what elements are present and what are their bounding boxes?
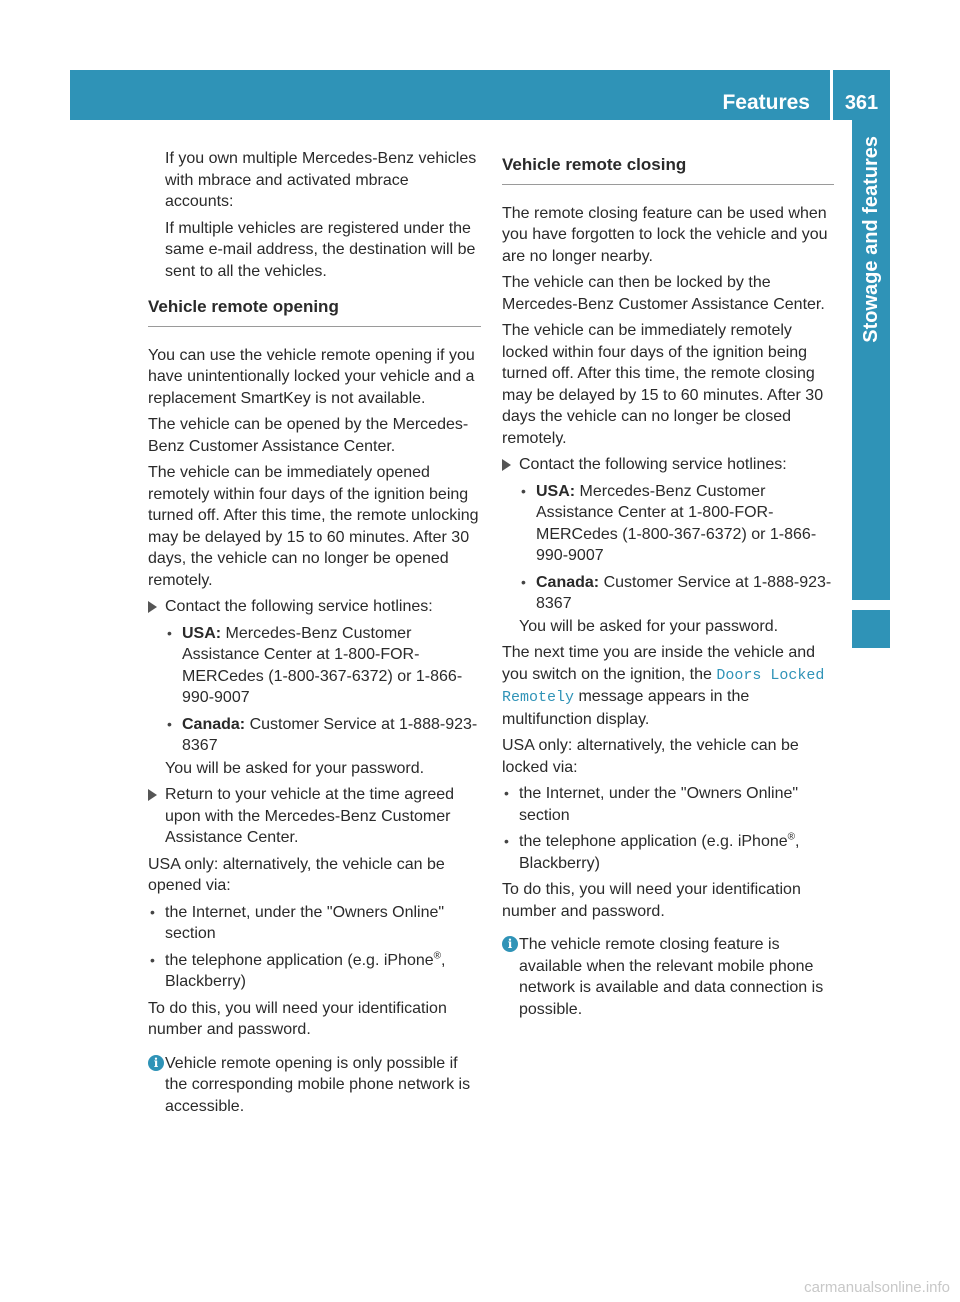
info-icon: i bbox=[502, 936, 518, 952]
paragraph: To do this, you will need your identification number and password. bbox=[148, 999, 447, 1038]
hotline-text: Customer Service at 1-888-923-8367 bbox=[536, 573, 832, 612]
paragraph: The vehicle can be immediately remotely locked within four days of the ignition being turned off. After this time, the remote closing may be delayed by 15 to 60 minutes. After 30 days the vehicle can no longer be closed remotely. bbox=[502, 322, 824, 447]
watermark: carmanualsonline.info bbox=[804, 1278, 950, 1296]
step-text: Return to your vehicle at the time agreed upon with the Mercedes-Benz Customer Assistance Center. bbox=[165, 786, 455, 846]
bullet-icon: • bbox=[504, 785, 509, 801]
list-item bbox=[148, 714, 481, 757]
right-column bbox=[502, 148, 834, 1020]
hotline-text: Mercedes-Benz Customer Assistance Center at 1-800-FOR-MERCedes (1-800-367-6372) or 1-866-990-9007 bbox=[182, 624, 463, 706]
bullet-icon: • bbox=[167, 715, 172, 732]
instruction-step bbox=[148, 596, 481, 618]
paragraph: The vehicle can be opened by the Mercedes-Benz Customer Assistance Center. bbox=[148, 416, 469, 455]
info-text: Vehicle remote opening is only possible if the corresponding mobile phone network is accessible. bbox=[165, 1054, 471, 1115]
country-label: Canada: bbox=[536, 573, 600, 591]
bullet-icon: • bbox=[167, 624, 172, 641]
paragraph: You can use the vehicle remote opening if you have unintentionally locked your vehicle and a replacement SmartKey is not available. bbox=[148, 346, 475, 407]
section-heading-remote-closing: Vehicle remote closing bbox=[502, 154, 834, 185]
step-arrow-icon bbox=[148, 789, 157, 801]
list-item bbox=[502, 572, 834, 615]
paragraph: The vehicle can be immediately opened remotely within four days of the ignition being turned off. After this time, the remote unlocking may be delayed by 15 to 60 minutes. After 30 days, the vehicle can no longer be opened remotely. bbox=[148, 464, 479, 589]
hotline-text: Mercedes-Benz Customer Assistance Center at 1-800-FOR-MERCedes (1-800-367-6372) or 1-866-990-9007 bbox=[536, 482, 817, 564]
info-note bbox=[148, 1053, 481, 1118]
left-column bbox=[148, 148, 481, 1117]
section-title: Features bbox=[722, 91, 810, 114]
hotline-text: Customer Service at 1-888-923-8367 bbox=[182, 715, 478, 754]
instruction-step bbox=[502, 454, 834, 476]
bullet-icon: • bbox=[504, 833, 509, 849]
bullet-icon: • bbox=[521, 482, 526, 499]
step-text: Contact the following service hotlines: bbox=[519, 456, 787, 473]
paragraph: USA only: alternatively, the vehicle can be locked via: bbox=[502, 737, 799, 776]
password-note: You will be asked for your password. bbox=[165, 759, 425, 777]
info-text: The vehicle remote closing feature is available when the relevant mobile phone network is available and data connection is possible. bbox=[519, 936, 824, 1018]
paragraph: To do this, you will need your identification number and password. bbox=[502, 881, 801, 920]
bullet-icon: • bbox=[150, 903, 155, 920]
display-message: Doors Locked Remotely bbox=[502, 666, 825, 706]
info-icon: i bbox=[148, 1055, 164, 1071]
page-header bbox=[70, 70, 890, 120]
intro-paragraph-1: If you own multiple Mercedes-Benz vehicles with mbrace and activated mbrace accounts: bbox=[165, 150, 477, 210]
chapter-marker bbox=[852, 610, 890, 648]
bullet-icon: • bbox=[150, 951, 155, 968]
step-text: Contact the following service hotlines: bbox=[165, 598, 433, 615]
country-label: USA: bbox=[182, 624, 222, 642]
paragraph: The next time you are inside the vehicle and you switch on the ignition, the Doors Locked Remotely message appears in the multifunction display. bbox=[502, 644, 825, 728]
list-item: • the telephone application (e.g. iPhone®, Blackberry) bbox=[150, 950, 446, 990]
password-note: You will be asked for your password. bbox=[519, 617, 779, 635]
country-label: Canada: bbox=[182, 715, 246, 733]
intro-paragraph-2: If multiple vehicles are registered under the same e-mail address, the destination will be sent to all the vehicles. bbox=[165, 219, 476, 280]
info-note bbox=[502, 934, 834, 1020]
step-arrow-icon bbox=[148, 601, 157, 613]
paragraph: The remote closing feature can be used when you have forgotten to lock the vehicle and you are no longer nearby. bbox=[502, 204, 828, 265]
instruction-step bbox=[148, 784, 481, 849]
list-item: • the Internet, under the "Owners Online" section bbox=[150, 903, 445, 942]
list-item bbox=[148, 623, 481, 709]
list-item: • the Internet, under the "Owners Online" section bbox=[504, 785, 799, 824]
page-number: 361 bbox=[844, 92, 879, 114]
section-heading-remote-opening: Vehicle remote opening bbox=[148, 296, 481, 327]
list-item bbox=[502, 481, 834, 567]
chapter-tab-label: Stowage and features bbox=[860, 136, 882, 343]
paragraph: The vehicle can then be locked by the Mercedes-Benz Customer Assistance Center. bbox=[502, 274, 825, 313]
paragraph: USA only: alternatively, the vehicle can be opened via: bbox=[148, 855, 445, 894]
step-arrow-icon bbox=[502, 459, 511, 471]
bullet-icon: • bbox=[521, 573, 526, 590]
country-label: USA: bbox=[536, 482, 576, 500]
list-item: • the telephone application (e.g. iPhone®, Blackberry) bbox=[504, 831, 800, 872]
